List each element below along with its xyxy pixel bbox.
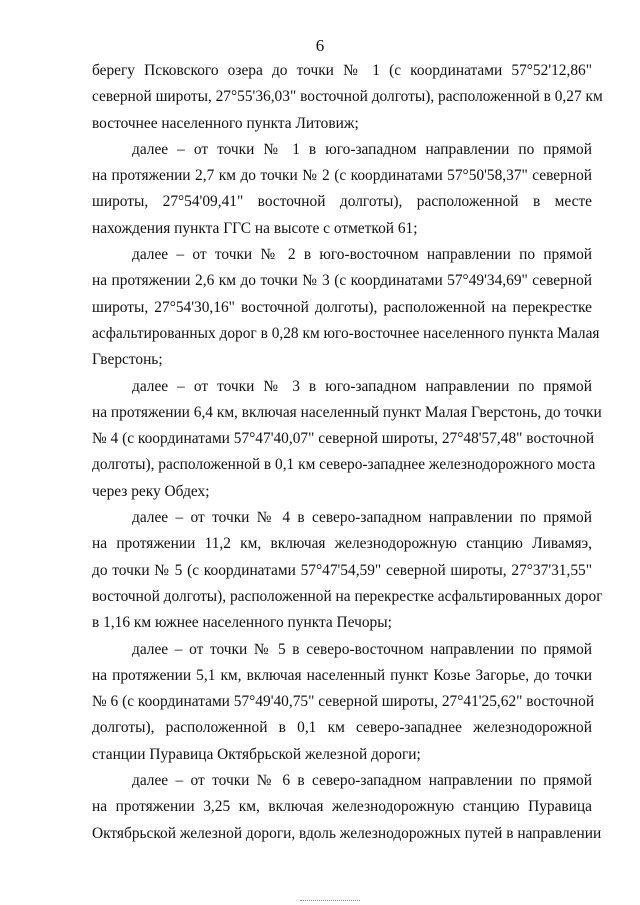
text-line: далее – от точки № 6 в северо-западном направлении по прямой	[132, 772, 592, 790]
text-line: восточнее населенного пункта Литовиж;	[92, 114, 359, 132]
text-line: нахождения пункта ГГС на высоте с отметкой 61;	[92, 219, 418, 237]
text-line: на протяжении 2,7 км до точки № 2 (с координатами 57°50'58,37" северной	[92, 167, 592, 185]
text-line: долготы), расположенной в 0,1 км северо-западнее железнодорожного моста	[92, 456, 596, 474]
text-line: широты, 27°54'30,16" восточной долготы), расположенной на перекрестке	[92, 298, 592, 316]
page-number: 6	[315, 36, 325, 55]
text-line: далее – от точки № 5 в северо-восточном направлении по прямой	[132, 640, 592, 658]
text-line: далее – от точки № 3 в юго-западном направлении по прямой	[132, 377, 592, 395]
text-line: асфальтированных дорог в 0,28 км юго-восточнее населенного пункта Малая	[92, 324, 600, 342]
document-body	[92, 58, 603, 847]
text-line: берегу Псковского озера до точки № 1 (с координатами 57°52'12,86"	[92, 62, 592, 79]
text-line: через реку Обдех;	[92, 482, 210, 500]
text-line: Гверстонь;	[92, 351, 163, 369]
text-line: до точки № 5 (с координатами 57°47'54,59" северной широты, 27°37'31,55"	[92, 561, 592, 579]
text-line: Октябрьской железной дороги, вдоль железнодорожных путей в направлении	[92, 824, 602, 842]
text-line: на протяжении 6,4 км, включая населенный пункт Малая Гверстонь, до точки	[92, 403, 602, 421]
text-line: долготы), расположенной в 0,1 км северо-западнее железнодорожной	[92, 719, 592, 737]
text-line: восточной долготы), расположенной на перекрестке асфальтированных дорог	[92, 587, 603, 605]
text-line: далее – от точки № 2 в юго-восточном направлении по прямой	[132, 246, 592, 264]
text-line: на протяжении 2,6 км до точки № 3 (с координатами 57°49'34,69" северной	[92, 272, 592, 290]
text-line: на протяжении 3,25 км, включая железнодорожную станцию Пуравица	[92, 798, 592, 816]
scan-artifact-divider	[300, 900, 360, 903]
text-line: № 6 (с координатами 57°49'40,75" северной широты, 27°41'25,62" восточной	[92, 693, 595, 711]
text-line: далее – от точки № 1 в юго-западном направлении по прямой	[132, 140, 592, 158]
text-line: на протяжении 5,1 км, включая населенный пункт Козье Загорье, до точки	[92, 666, 592, 684]
text-line: северной широты, 27°55'36,03" восточной долготы), расположенной в 0,27 км	[92, 88, 603, 106]
text-line: далее – от точки № 4 в северо-западном направлении по прямой	[132, 509, 592, 527]
text-line: станции Пуравица Октябрьской железной дороги;	[92, 745, 421, 763]
text-line: № 4 (с координатами 57°47'40,07" северной широты, 27°48'57,48" восточной	[92, 430, 595, 448]
text-line: в 1,16 км южнее населенного пункта Печоры;	[92, 614, 392, 632]
text-line: на протяжении 11,2 км, включая железнодорожную станцию Ливамяэ,	[92, 535, 592, 553]
text-line: широты, 27°54'09,41" восточной долготы), расположенной в месте	[92, 193, 592, 211]
